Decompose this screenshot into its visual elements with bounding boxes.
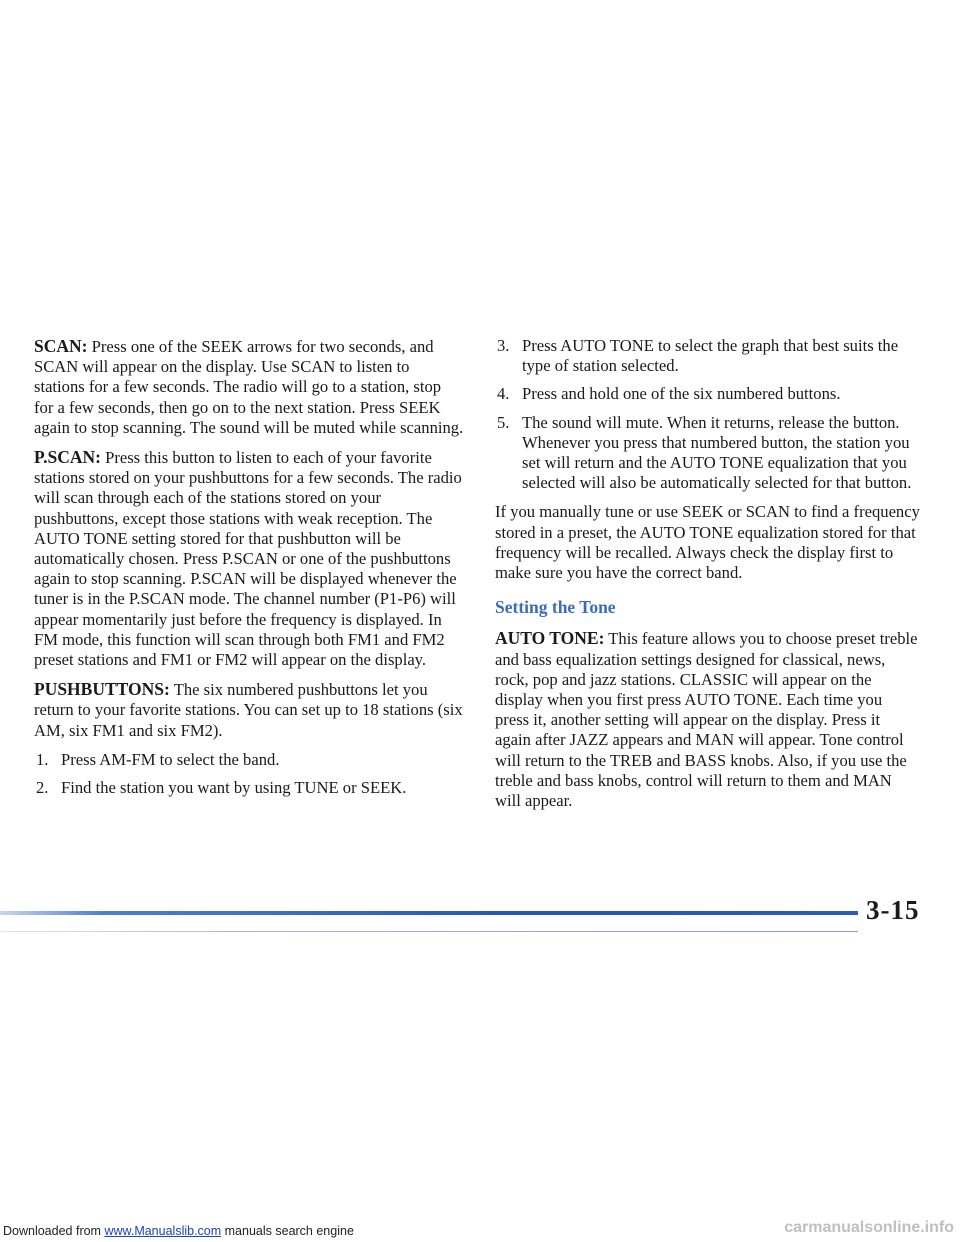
scan-paragraph <box>34 336 464 438</box>
step-text: The sound will mute. When it returns, release the button. Whenever you press that numbered button, the station you set will return and the AUTO TONE equalization that you selected will also be automatically selected for that button. <box>522 412 912 493</box>
step-text: Find the station you want by using TUNE or SEEK. <box>61 778 407 798</box>
left-column <box>34 336 464 807</box>
section-heading: Setting the Tone <box>495 597 616 618</box>
steps-list-left <box>34 750 464 798</box>
step-number: 3. <box>497 336 510 355</box>
footer-rule-thick <box>0 911 858 915</box>
watermark: carmanualsonline.info <box>784 1219 954 1236</box>
list-item <box>34 750 464 770</box>
manual-tune-paragraph: If you manually tune or use SEEK or SCAN to find a frequency stored in a preset, the AUTO TONE equalization stored for that frequency will be recalled. Always check the display first to make sure you have the correct band. <box>495 502 920 583</box>
step-text: Press AUTO TONE to select the graph that best suits the type of station selected. <box>522 336 899 376</box>
step-number: 5. <box>497 412 510 432</box>
pscan-term: P.SCAN: <box>34 447 101 468</box>
pscan-paragraph <box>34 447 464 670</box>
footer-prefix: Downloaded from <box>3 1224 105 1238</box>
step-text: Press and hold one of the six numbered buttons. <box>522 384 841 404</box>
scan-text: Press one of the SEEK arrows for two seconds, and SCAN will appear on the display. Use SCAN to listen to stations for a few seconds. The radio will go to a station, stop for a few seconds, then go on to the next station. Press SEEK again to stop scanning. The sound will be muted while scanning. <box>34 337 464 437</box>
page-number: 3-15 <box>866 895 920 925</box>
pushbuttons-term: PUSHBUTTONS: <box>34 679 170 700</box>
list-item <box>495 413 920 494</box>
steps-list-right <box>495 336 920 493</box>
footer-rule-thin <box>0 931 858 932</box>
pushbuttons-paragraph <box>34 679 464 741</box>
scan-term: SCAN: <box>34 336 88 356</box>
pscan-text: Press this button to listen to each of your favorite stations stored on your pushbuttons for a few seconds. The radio will scan through each of the stations stored on your pushbuttons, except those stations with weak reception. The AUTO TONE setting stored for that pushbutton will be automatically chosen. Press P.SCAN or one of the pushbuttons again to stop scanning. P.SCAN will be displayed whenever the tuner is in the P.SCAN mode. The channel number (P1-P6) will appear momentarily just before the frequency is displayed. In FM mode, this function will scan through both FM1 and FM2 preset stations and FM1 or FM2 will appear on the display. <box>34 448 462 670</box>
footer-suffix: manuals search engine <box>221 1224 354 1238</box>
pushbuttons-text: The six numbered pushbuttons let you return to your favorite stations. You can set up to 18 stations (six AM, six FM1 and six FM2). <box>34 680 463 740</box>
download-footer <box>3 1224 354 1238</box>
manualslib-link[interactable]: www.Manualslib.com <box>104 1224 222 1238</box>
auto-tone-paragraph <box>495 628 920 811</box>
auto-tone-text: This feature allows you to choose preset treble and bass equalization settings designed for classical, news, rock, pop and jazz stations. CLASSIC will appear on the display when you first press AUTO TONE. Each time you press it, another setting will appear on the display. Press it again after JAZZ appears and MAN will appear. Tone control will return to the TREB and BASS knobs. Also, if you use the treble and bass knobs, control will return to them and MAN will appear. <box>495 629 918 811</box>
list-item <box>495 336 920 376</box>
step-number: 4. <box>497 384 510 404</box>
step-text: Press AM-FM to select the band. <box>61 749 280 769</box>
right-column <box>495 336 920 820</box>
step-number: 2. <box>36 778 49 798</box>
list-item <box>495 384 920 404</box>
list-item <box>34 778 464 798</box>
auto-tone-term: AUTO TONE: <box>495 628 605 649</box>
step-number: 1. <box>36 749 49 769</box>
